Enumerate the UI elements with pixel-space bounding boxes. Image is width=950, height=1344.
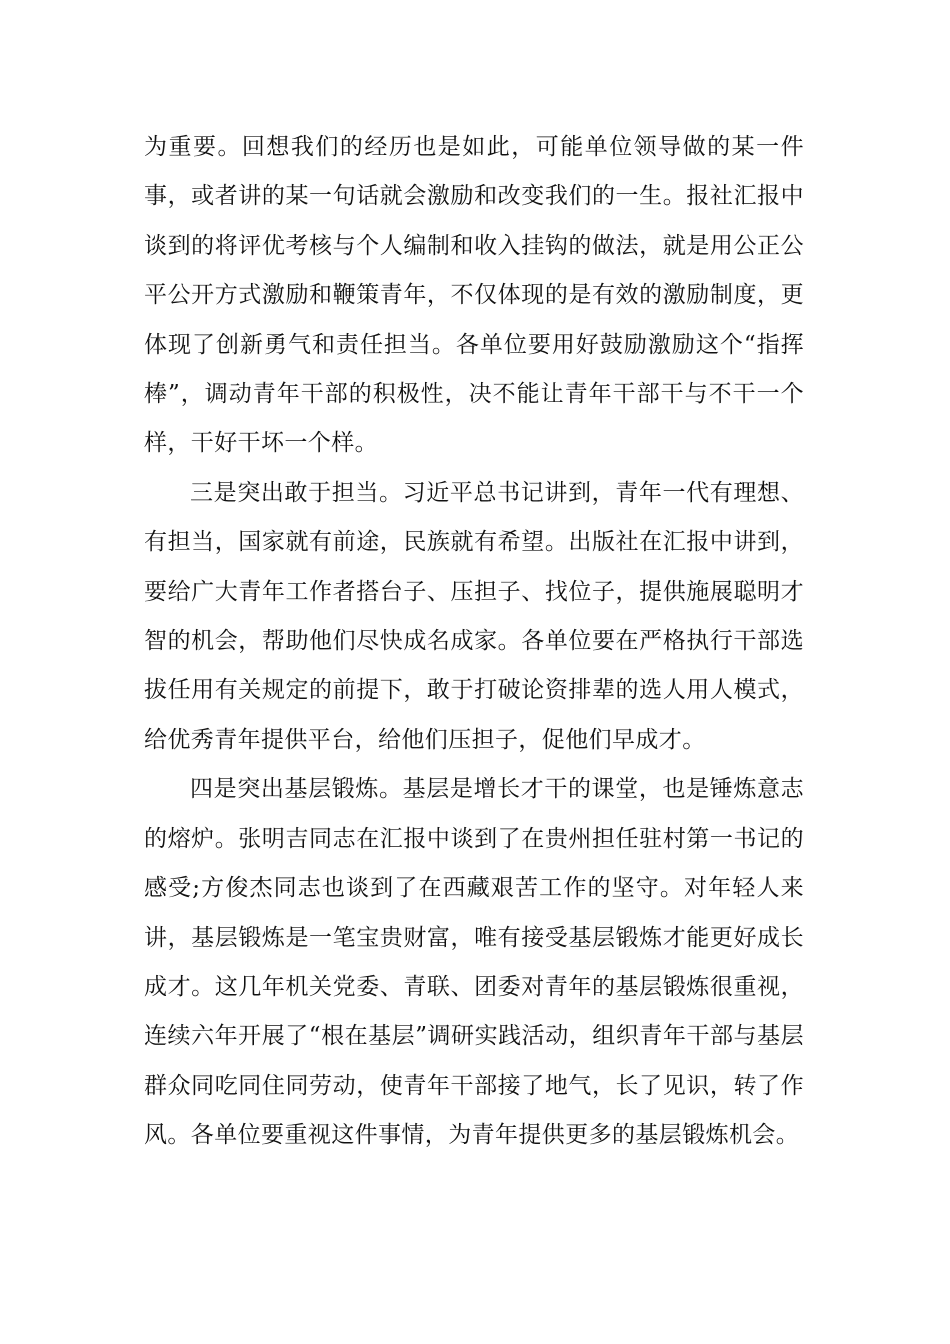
paragraph-2: 三是突出敢于担当。习近平总书记讲到，青年一代有理想、有担当，国家就有前途，民族就有希望。出版社在汇报中讲到，要给广大青年工作者搭台子、压担子、找位子，提供施展聪明才智的机会，帮助他们尽快成名成家。各单位要在严格执行干部选拔任用有关规定的前提下，敢于打破论资排辈的选人用人模式，给优秀青年提供平台，给他们压担子，促他们早成才。: [144, 479, 804, 753]
paragraph-1: 为重要。回想我们的经历也是如此，可能单位领导做的某一件事，或者讲的某一句话就会激励和改变我们的一生。报社汇报中谈到的将评优考核与个人编制和收入挂钩的做法，就是用公正公平公开方式激励和鞭策青年，不仅体现的是有效的激励制度，更体现了创新勇气和责任担当。各单位要用好鼓励激励这个“指挥棒”，调动青年干部的积极性，决不能让青年干部干与不干一个样，干好干坏一个样。: [144, 134, 804, 457]
paragraph-3: 四是突出基层锻炼。基层是增长才干的课堂，也是锤炼意志的熔炉。张明吉同志在汇报中谈到了在贵州担任驻村第一书记的感受;方俊杰同志也谈到了在西藏艰苦工作的坚守。对年轻人来讲，基层锻炼是一笔宝贵财富，唯有接受基层锻炼才能更好成长成才。这几年机关党委、青联、团委对青年的基层锻炼很重视，连续六年开展了“根在基层”调研实践活动，组织青年干部与基层群众同吃同住同劳动，使青年干部接了地气，长了见识，转了作风。各单位要重视这件事情，为青年提供更多的基层锻炼机会。: [144, 776, 804, 1149]
document-body: [144, 123, 804, 1161]
